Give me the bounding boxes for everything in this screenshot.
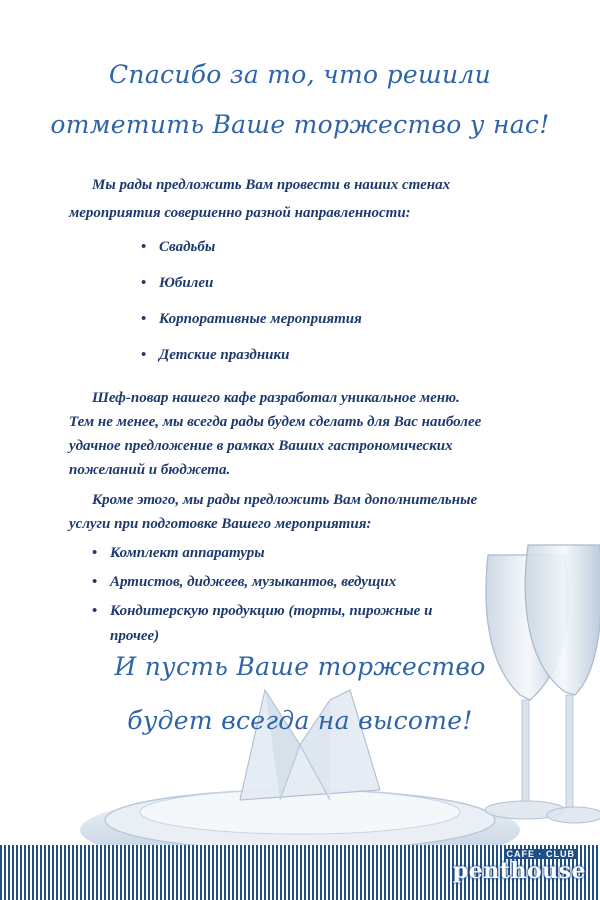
thank-you-title-line2: отметить Ваше торжество у нас! [50, 110, 550, 139]
intro-line1: Мы рады предложить Вам провести в наших стенах [92, 177, 451, 193]
events-list [141, 236, 362, 380]
list-item: • Комплект аппаратуры [92, 541, 432, 566]
chef-line2: Тем не менее, мы всегда рады будем сделать для Вас наиболее [69, 414, 482, 430]
extra-line1: Кроме этого, мы рады предложить Вам дополнительные [92, 492, 478, 508]
list-item: • Свадьбы [141, 236, 362, 272]
logo-tagline: CAFE · CLUB [504, 849, 579, 859]
thank-you-title-line1: Спасибо за то, что решили [109, 60, 491, 89]
chef-line4: пожеланий и бюджета. [69, 462, 231, 478]
list-item: • Юбилеи [141, 272, 362, 308]
list-item: • Детские праздники [141, 344, 362, 380]
logo-name: penthouse [452, 858, 586, 884]
penthouse-logo [420, 848, 590, 898]
list-item-text: Кондитерскую продукцию (торты, пирожные и [110, 603, 433, 619]
chef-line3: удачное предложение в рамках Ваших гастрономических [69, 438, 453, 454]
intro-line2: мероприятия совершенно разной направленности: [69, 205, 411, 221]
extra-line2: услуги при подготовке Вашего мероприятия: [69, 516, 372, 532]
chef-line1: Шеф-повар нашего кафе разработал уникальное меню. [92, 390, 460, 406]
closing-line2: будет всегда на высоте! [127, 706, 473, 735]
services-list [92, 541, 432, 653]
list-item [92, 599, 432, 649]
closing-line1: И пусть Ваше торжество [114, 652, 486, 681]
list-item: • Артистов, диджеев, музыкантов, ведущих [92, 570, 432, 595]
list-item: • Корпоративные мероприятия [141, 308, 362, 344]
list-item-text-continued: прочее) [110, 628, 160, 644]
